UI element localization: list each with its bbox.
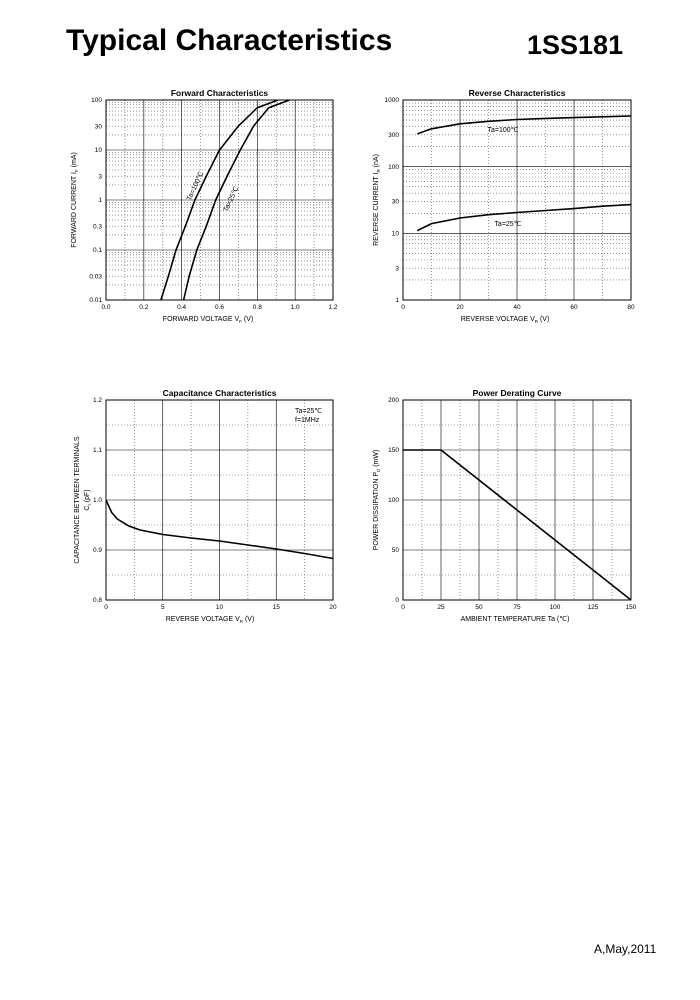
y-axis-label	[373, 450, 381, 551]
x-tick-label: 100	[549, 604, 561, 611]
revision-footer: A,May,2011	[594, 942, 657, 956]
x-tick-label: 25	[437, 604, 445, 611]
y-tick-label: 10	[391, 230, 399, 238]
y-tick-label: 3	[395, 265, 399, 273]
y-axis-label-text: POWER DISSIPATION	[373, 478, 380, 551]
y-tick-label: 50	[391, 547, 399, 555]
y-axis-symbol: I	[373, 172, 380, 177]
y-tick-label: 1.2	[92, 397, 102, 405]
y-tick-label: 100	[91, 97, 102, 105]
y-tick-label: 3	[98, 173, 102, 181]
series-label: Ta=100℃	[185, 170, 206, 202]
y-tick-label: 0	[395, 597, 399, 605]
x-tick-label: 10	[215, 604, 224, 611]
condition-annotation: Ta=25℃	[295, 408, 323, 415]
y-tick-label: 300	[388, 132, 399, 140]
y-tick-label: 30	[94, 123, 102, 131]
x-axis-symbol: V	[530, 316, 535, 323]
x-tick-label: 0.4	[177, 304, 187, 311]
y-tick-label: 100	[388, 497, 399, 505]
series-label: Ta=25℃	[222, 185, 241, 214]
y-tick-label: 0.03	[89, 273, 102, 281]
y-axis-unit: (mW)	[373, 449, 380, 469]
y-axis-symbol: C	[84, 505, 91, 511]
x-tick-label: 0.6	[214, 304, 225, 311]
condition-annotation: f=1MHz	[295, 417, 320, 424]
chart-title: Reverse Characteristics	[468, 88, 566, 98]
x-axis-unit: (℃)	[554, 616, 570, 623]
y-axis-subscript: t	[87, 504, 92, 506]
x-tick-label: 50	[475, 604, 483, 611]
y-axis-unit: (pF)	[84, 489, 91, 505]
y-axis-label-text: REVERSE CURRENT	[373, 176, 380, 246]
x-tick-label: 1.2	[328, 304, 338, 311]
x-axis-subscript: R	[239, 619, 244, 624]
y-axis-label-text: CAPACITANCE BETWEEN TERMINALS	[74, 436, 81, 564]
chart-title: Power Derating Curve	[472, 388, 562, 398]
y-tick-label: 100	[388, 163, 399, 171]
y-tick-label: 0.1	[92, 247, 102, 255]
y-axis-symbol: I	[71, 172, 78, 176]
y-tick-label: 0.9	[92, 547, 102, 555]
y-tick-label: 0.8	[92, 597, 102, 605]
x-axis-label-text: REVERSE VOLTAGE	[165, 616, 236, 623]
y-tick-label: 1.0	[92, 497, 102, 505]
x-tick-label: 150	[625, 604, 637, 611]
x-axis-unit: (V)	[241, 316, 254, 323]
y-tick-label: 1	[98, 197, 102, 205]
x-axis-label-text: AMBIENT TEMPERATURE	[460, 616, 548, 623]
x-tick-label: 125	[587, 604, 599, 611]
y-axis-symbol: P	[373, 471, 380, 479]
chart-title: Forward Characteristics	[170, 88, 269, 98]
x-tick-label: 0.0	[101, 304, 111, 311]
x-axis-symbol: V	[234, 316, 240, 323]
x-axis-label-text: FORWARD VOLTAGE	[162, 316, 235, 323]
y-axis-unit: (nA)	[373, 154, 380, 170]
x-tick-label: 20	[456, 304, 464, 311]
x-axis-subscript: R	[534, 319, 539, 324]
y-tick-label: 1.1	[92, 447, 102, 455]
y-axis-subscript: R	[376, 169, 381, 173]
x-tick-label: 0	[401, 304, 405, 311]
y-tick-label: 0.3	[92, 223, 102, 231]
x-axis-label	[461, 616, 570, 623]
x-axis-subscript: F	[239, 319, 242, 324]
x-tick-label: 0.2	[139, 304, 149, 311]
part-number: 1SS181	[527, 30, 624, 60]
y-tick-label: 1	[395, 297, 399, 305]
x-axis-label-text: REVERSE VOLTAGE	[460, 316, 531, 323]
x-axis-symbol: Ta	[547, 616, 555, 623]
x-tick-label: 40	[513, 304, 521, 311]
y-tick-label: 200	[388, 397, 399, 405]
x-tick-label: 80	[627, 304, 635, 311]
x-axis-unit: (V)	[538, 316, 550, 323]
series-label: Ta=100℃	[487, 127, 519, 134]
y-axis-subscript: D	[376, 468, 381, 472]
y-axis-unit: (mA)	[71, 152, 78, 170]
x-tick-label: 5	[160, 604, 165, 611]
x-tick-label: 15	[272, 604, 280, 611]
x-tick-label: 1.0	[290, 304, 300, 311]
x-tick-label: 20	[329, 604, 337, 611]
x-tick-label: 0	[401, 604, 405, 611]
x-axis-symbol: V	[235, 616, 240, 623]
y-axis-label-text: FORWARD CURRENT	[71, 175, 78, 248]
page-title: Typical Characteristics	[66, 24, 393, 57]
major-gridlines	[403, 400, 631, 600]
derating-plot	[373, 388, 637, 623]
x-tick-label: 75	[513, 604, 521, 611]
y-axis-subscript: F	[74, 169, 79, 173]
x-axis-unit: (V)	[243, 616, 255, 623]
y-tick-label: 30	[391, 198, 399, 206]
y-tick-label: 10	[94, 147, 102, 155]
x-tick-label: 0	[104, 604, 108, 611]
y-tick-label: 1000	[384, 97, 399, 105]
x-tick-label: 0.8	[252, 304, 262, 311]
series-label: Ta=25℃	[494, 221, 522, 228]
x-tick-label: 60	[570, 304, 578, 311]
chart-title: Capacitance Characteristics	[162, 388, 277, 398]
y-tick-label: 150	[388, 447, 399, 455]
y-tick-label: 0.01	[89, 297, 102, 305]
